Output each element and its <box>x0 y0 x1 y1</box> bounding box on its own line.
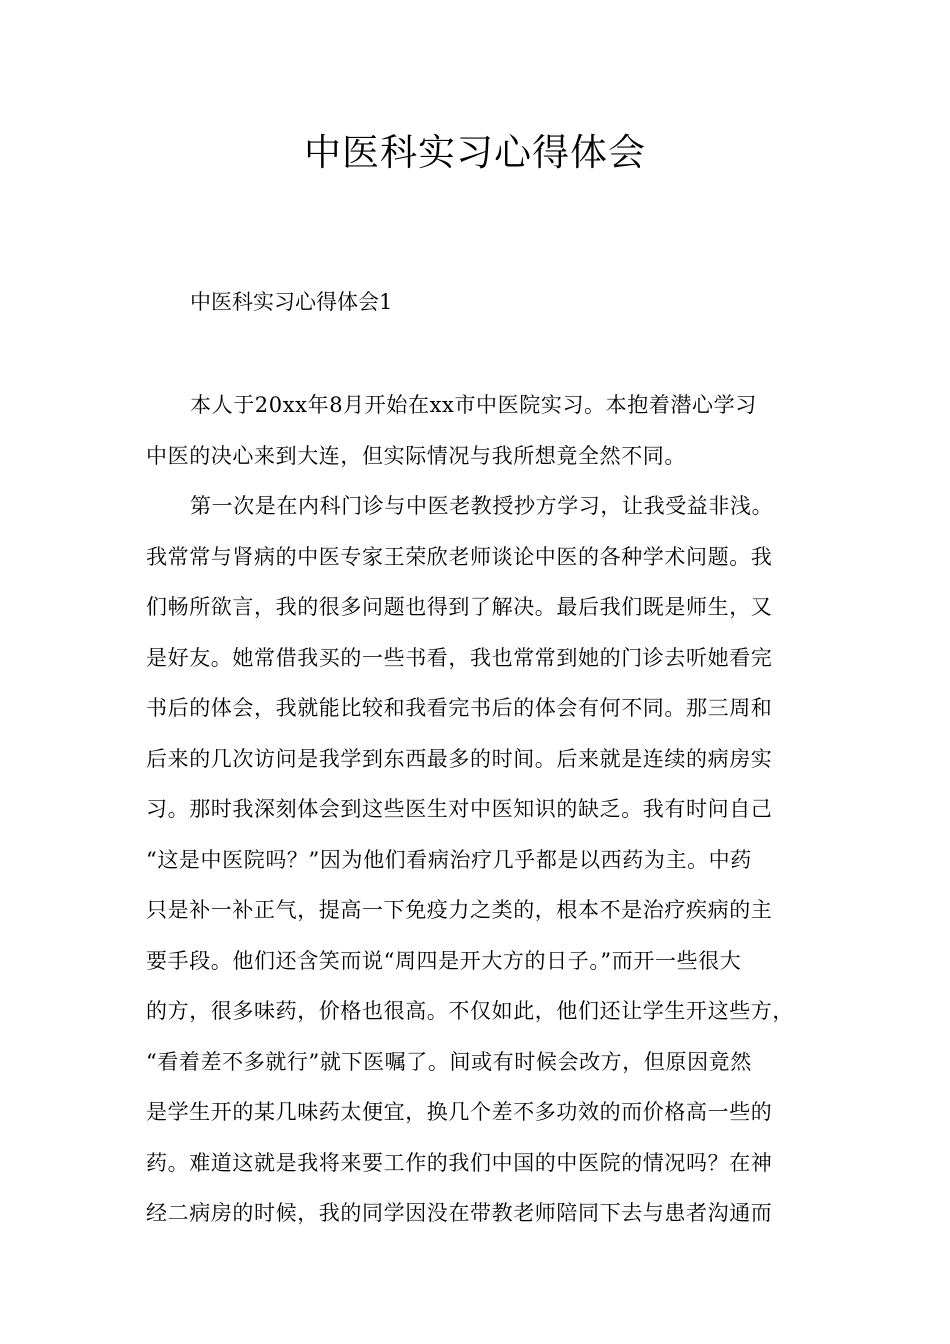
section-heading: 中医科实习心得体会1 <box>190 290 393 314</box>
paragraph-line: 中医的决心来到大连，但实际情况与我所想竟全然不同。 <box>146 443 686 468</box>
paragraph-line: 的方，很多味药，价格也很高。不仅如此，他们还让学生开这些方， <box>146 999 794 1023</box>
paragraph-line: 经二病房的时候，我的同学因没在带教老师陪同下去与患者沟通而 <box>146 1201 773 1225</box>
paragraph-line: “看着差不多就行”就下医嘱了。间或有时候会改方，但原因竟然 <box>146 1049 752 1074</box>
body-text <box>146 380 822 1239</box>
paragraph-line: 后来的几次访问是我学到东西最多的时间。后来就是连续的病房实 <box>146 746 773 771</box>
paragraph-line: 要手段。他们还含笑而说“周四是开大方的日子。”而开一些很大 <box>146 948 742 973</box>
paragraph-line: 们畅所欲言，我的很多问题也得到了解决。最后我们既是师生，又 <box>146 595 773 619</box>
paragraph-line: “这是中医院吗？”因为他们看病治疗几乎都是以西药为主。中药 <box>146 847 752 872</box>
paragraph-line: 是好友。她常借我买的一些书看，我也常常到她的门诊去听她看完 <box>146 645 773 670</box>
paragraph-line: 第一次是在内科门诊与中医老教授抄方学习，让我受益非浅。 <box>190 494 774 518</box>
paragraph-1 <box>146 380 822 481</box>
paragraph-line: 是学生开的某几味药太便宜，换几个差不多功效的而价格高一些的 <box>146 1100 773 1124</box>
paragraph-line: 书后的体会，我就能比较和我看完书后的体会有何不同。那三周和 <box>146 696 773 720</box>
paragraph-line: 本人于20xx年8月开始在xx市中医院实习。本抱着潜心学习 <box>190 393 757 417</box>
paragraph-line: 只是补一补正气，提高一下免疫力之类的，根本不是治疗疾病的主 <box>146 898 773 922</box>
document-title: 中医科实习心得体会 <box>304 131 646 174</box>
paragraph-line: 习。那时我深刻体会到这些医生对中医知识的缺乏。我有时问自己 <box>146 797 773 821</box>
paragraph-line: 药。难道这就是我将来要工作的我们中国的中医院的情况吗？在神 <box>146 1150 773 1175</box>
paragraph-line: 我常常与肾病的中医专家王荣欣老师谈论中医的各种学术问题。我 <box>146 544 773 569</box>
paragraph-2 <box>146 481 822 1239</box>
